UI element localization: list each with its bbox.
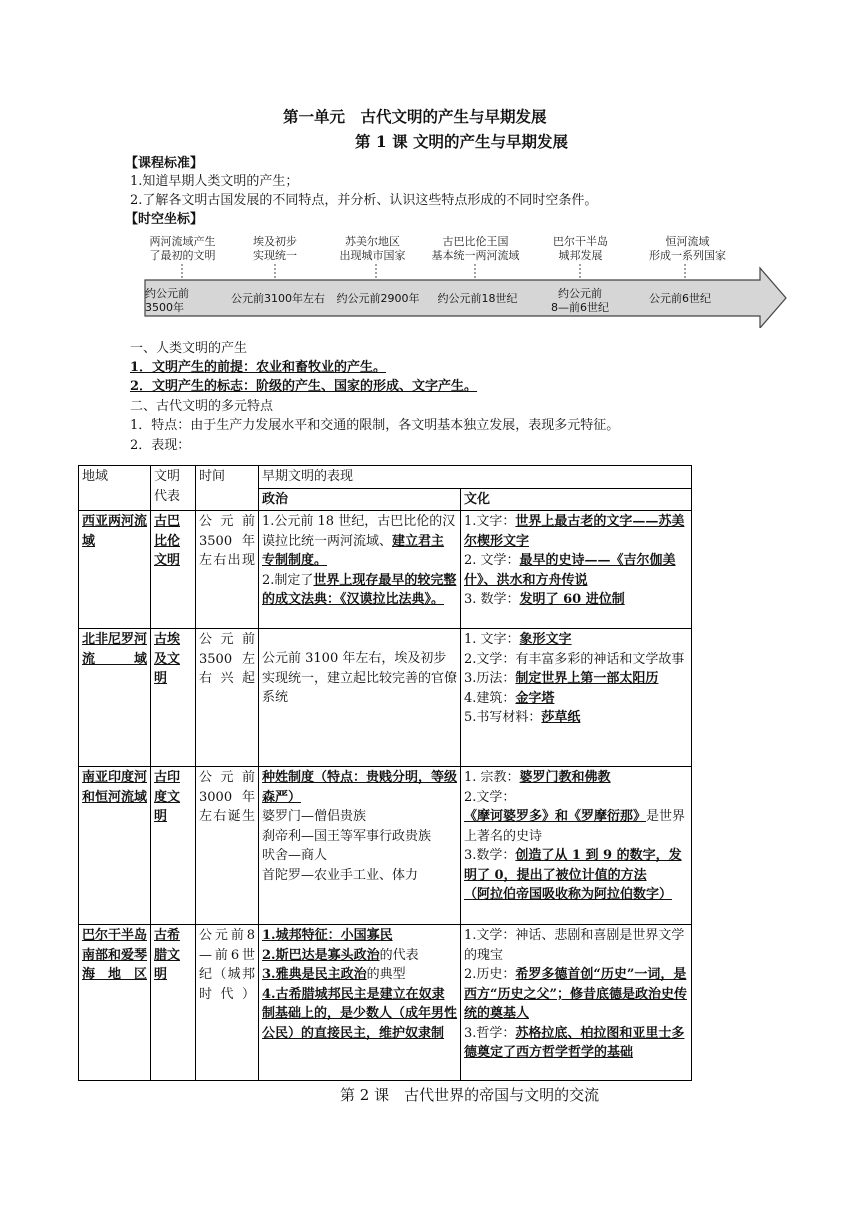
section1-heading: 一、人类文明的产生 — [130, 341, 248, 356]
culture-cell: 1.文字：世界上最古老的文字——苏美尔楔形文字 2. 文学：最早的史诗——《吉尔伽美什》、洪水和方舟传说 3. 数学：发明了 60 进位制 — [461, 511, 692, 629]
timeline-heading: 【时空坐标】 — [125, 212, 204, 227]
culture-cell: 1.文学：神话、悲剧和喜剧是世界文学的瑰宝 2.历史：希罗多德首创“历史”一词，是西方“历史之父”；修昔底德是政治史传统的奠基人 3.哲学：苏格拉底、柏拉图和亚里士多德奠定了西方哲学哲学的基础 — [461, 925, 692, 1081]
section2-heading: 二、古代文明的多元特点 — [130, 399, 274, 414]
civilization-table — [78, 465, 692, 1081]
region-cell: 南亚印度河和恒河流域 — [79, 767, 151, 925]
politics-cell: 公元前 3100 年左右，埃及初步实现统一，建立起比较完善的官僚系统 — [259, 629, 461, 767]
col-header-time: 时间 — [196, 466, 259, 511]
unit-title: 第一单元 古代文明的产生与早期发展 — [283, 107, 547, 126]
region-cell: 巴尔干半岛南部和爱琴海地区 — [79, 925, 151, 1081]
table-row — [79, 925, 692, 1081]
civ-cell: 古印度文明 — [151, 767, 196, 925]
timeline-event-date: 约公元前 8—前6世纪 — [551, 287, 609, 314]
section1-point: 1．文明产生的前提：农业和畜牧业的产生。 — [130, 360, 387, 375]
col-header-politics: 政治 — [259, 488, 461, 511]
section1-point: 2．文明产生的标志：阶级的产生、国家的形成、文字产生。 — [130, 379, 478, 394]
region-cell: 北非尼罗河流域 — [79, 629, 151, 767]
timeline-event-date: 公元前6世纪 — [649, 292, 711, 305]
civ-cell: 古希腊文明 — [151, 925, 196, 1081]
timeline-event-date: 约公元前2900年 — [336, 292, 420, 305]
standard-item: 2.了解各文明古国发展的不同特点，并分析、认识这些特点形成的不同时空条件。 — [130, 193, 598, 208]
politics-cell: 种姓制度（特点：贵贱分明，等级森严） 婆罗门—僧侣贵族 刹帝利—国王等军事行政贵族 吠舍—商人 首陀罗—农业手工业、体力 — [259, 767, 461, 925]
time-cell: 公元前3500左右兴起 — [196, 629, 259, 767]
col-header-region: 地域 — [79, 466, 151, 511]
col-header-early: 早期文明的表现 — [259, 466, 692, 489]
timeline-event-label: 两河流域产生 了最初的文明 — [149, 235, 216, 262]
lesson-title: 第 1 课 文明的产生与早期发展 — [355, 132, 568, 151]
time-cell: 公元前3000年左右诞生 — [196, 767, 259, 925]
timeline-event-label: 古巴比伦王国 基本统一两河流域 — [431, 235, 520, 262]
standard-item: 1.知道早期人类文明的产生； — [130, 174, 299, 189]
table-header-row — [79, 466, 692, 489]
timeline-event-date: 约公元前 3500年 — [145, 287, 189, 314]
timeline-event-label: 恒河流域 形成一系列国家 — [649, 235, 726, 262]
standards-heading: 【课程标准】 — [125, 156, 204, 171]
politics-cell: 1.公元前 18 世纪，古巴比伦的汉谟拉比统一两河流域、建立君主专制制度。 2.制定了世界上现存最早的较完整的成文法典：《汉谟拉比法典》。 — [259, 511, 461, 629]
col-header-culture: 文化 — [461, 488, 692, 511]
timeline-event-label: 苏美尔地区 出现城市国家 — [339, 235, 406, 262]
civ-cell: 古巴比伦文明 — [151, 511, 196, 629]
table-row — [79, 767, 692, 925]
timeline-event-date: 公元前3100年左右 — [231, 292, 325, 305]
timeline-event-date: 约公元前18世纪 — [437, 292, 518, 305]
col-header-civ: 文明代表 — [151, 466, 196, 511]
table-row — [79, 511, 692, 629]
next-lesson-title: 第 2 课 古代世界的帝国与文明的交流 — [340, 1086, 600, 1104]
timeline-event-label: 巴尔干半岛 城邦发展 — [553, 235, 608, 262]
civ-cell: 古埃及文明 — [151, 629, 196, 767]
politics-cell: 1.城邦特征：小国寡民 2.斯巴达是寡头政治的代表 3.雅典是民主政治的典型 4.古希腊城邦民主是建立在奴隶制基础上的，是少数人（成年男性公民）的直接民主，维护奴隶制 — [259, 925, 461, 1081]
section2-point: 1．特点：由于生产力发展水平和交通的限制，各文明基本独立发展，表现多元特征。 — [130, 418, 620, 433]
time-cell: 公元前3500年左右出现 — [196, 511, 259, 629]
timeline-event-label: 埃及初步 实现统一 — [253, 235, 297, 262]
table-row — [79, 629, 692, 767]
section2-point: 2．表现： — [130, 438, 191, 453]
culture-cell: 1. 宗教：婆罗门教和佛教 2.文学：《摩诃婆罗多》和《罗摩衍那》是世界上著名的史诗 3.数学：创造了从 1 到 9 的数字，发明了 0，提出了被位计值的方法 （阿拉伯帝国吸收称为阿拉伯数字） — [461, 767, 692, 925]
culture-cell: 1. 文字：象形文字 2.文学：有丰富多彩的神话和文学故事 3.历法：制定世界上第一部太阳历 4.建筑：金字塔 5.书写材料：莎草纸 — [461, 629, 692, 767]
region-cell: 西亚两河流域 — [79, 511, 151, 629]
time-cell: 公元前8—前6世纪（城邦时代） — [196, 925, 259, 1081]
